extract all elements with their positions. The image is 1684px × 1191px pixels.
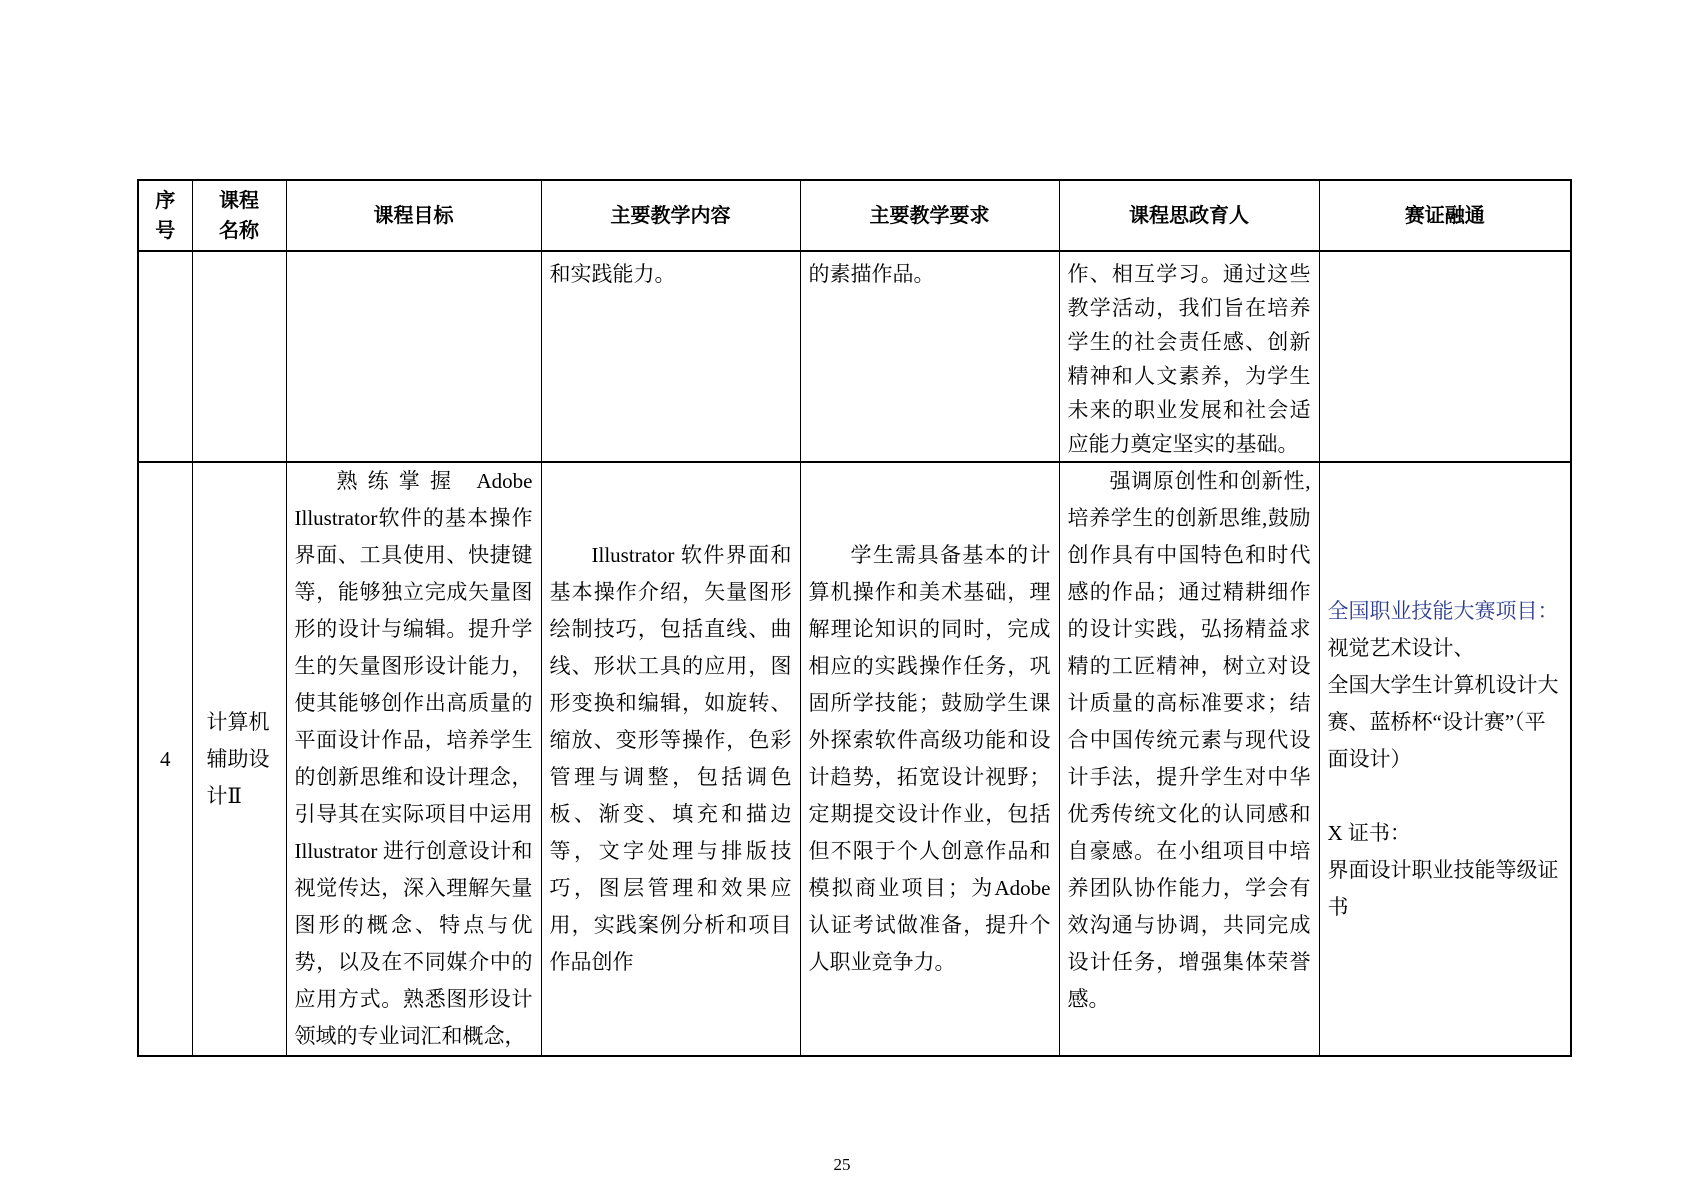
header-seq-label: 序号	[155, 189, 176, 242]
cert-title: X 证书：	[1327, 820, 1411, 845]
teaching-requirements-text: 学生需具备基本的计算机操作和美术基础，理解理论知识的同时，完成相应的实践操作任务，巩固所学技能；鼓励学生课外探索软件高级功能和设计趋势，拓宽设计视野；定期提交设计作业，包括但不限于个人创意作品和模拟商业项目；为Adobe认证考试做准备，提升个人职业竞争力。	[808, 543, 1051, 974]
header-ideology	[1059, 180, 1319, 251]
contest-item-1: 视觉艺术设计、	[1327, 635, 1475, 660]
header-teaching-content-label: 主要教学内容	[610, 204, 731, 227]
cell-competition	[1319, 462, 1571, 1056]
cell-objectives-empty	[286, 251, 541, 462]
cert-item: 界面设计职业技能等级证书	[1327, 857, 1559, 919]
teaching-content-text: 和实践能力。	[549, 262, 676, 286]
objectives-text: 熟练掌握 Adobe Illustrator软件的基本操作界面、工具使用、快捷键等，能够独立完成矢量图形的设计与编辑。提升学生的矢量图形设计能力，使其能够创作出高质量的平面设计作品，培养学生的创新思维和设计理念，引导其在实际项目中运用 Illustrator 进行创意设计和视觉传达，深入理解矢量图形的概念、特点与优势，以及在不同媒介中的应用方式。熟悉图形设计领域的专业词汇和概念，	[294, 469, 533, 1048]
cell-ideology	[1059, 251, 1319, 462]
header-objectives-label: 课程目标	[373, 204, 454, 227]
page-number: 25	[833, 1155, 851, 1174]
header-competition-cert-label: 赛证融通	[1404, 204, 1485, 227]
cell-objectives	[286, 462, 541, 1056]
course-name-text: 计算机辅助设计Ⅱ	[206, 709, 270, 808]
cell-course-name-empty	[192, 251, 286, 462]
teaching-content-text: Illustrator 软件界面和基本操作介绍，矢量图形绘制技巧，包括直线、曲线、形状工具的应用，图形变换和编辑，如旋转、缩放、变形等操作，色彩管理与调整，包括调色板、渐变、填充和描边等，文字处理与排版技巧，图层管理和效果应用，实践案例分析和项目作品创作	[549, 543, 792, 974]
ideology-text: 作、相互学习。通过这些教学活动，我们旨在培养学生的社会责任感、创新精神和人文素养，为学生未来的职业发展和社会适应能力奠定坚实的基础。	[1067, 262, 1311, 456]
header-objectives	[286, 180, 541, 251]
cell-teaching-requirements	[800, 251, 1059, 462]
header-teaching-requirements	[800, 180, 1059, 251]
teaching-requirements-text: 的素描作品。	[808, 262, 935, 286]
header-seq	[138, 180, 192, 251]
header-ideology-label: 课程思政育人	[1129, 204, 1249, 227]
header-teaching-requirements-label: 主要教学要求	[869, 204, 990, 227]
table-header-row	[138, 180, 1571, 251]
cell-competition-empty	[1319, 251, 1571, 462]
cell-teaching-requirements	[800, 462, 1059, 1056]
ideology-text: 强调原创性和创新性,培养学生的创新思维,鼓励创作具有中国特色和时代感的作品；通过精耕细作的设计实践，弘扬精益求精的工匠精神，树立对设计质量的高标准要求；结合中国传统元素与现代设计手法，提升学生对中华优秀传统文化的认同感和自豪感。在小组项目中培养团队协作能力，学会有效沟通与协调，共同完成设计任务，增强集体荣誉感。	[1067, 469, 1311, 1011]
competition-cert-block	[1328, 593, 1563, 926]
cell-ideology	[1059, 462, 1319, 1056]
contest-title-link[interactable]: 全国职业技能大赛项目：	[1327, 598, 1559, 623]
cell-seq: 4	[138, 462, 192, 1056]
course-table	[137, 179, 1572, 1057]
table-row-continuation	[138, 251, 1571, 462]
cell-teaching-content	[541, 251, 800, 462]
cell-teaching-content	[541, 462, 800, 1056]
cell-seq-empty	[138, 251, 192, 462]
contest-item-2: 全国大学生计算机设计大赛、蓝桥杯“设计赛”（平面设计）	[1327, 672, 1559, 771]
cell-course-name	[192, 462, 286, 1056]
header-course-name	[192, 180, 286, 251]
blank-line	[1328, 778, 1563, 815]
header-course-name-label: 课程名称	[219, 189, 259, 242]
header-teaching-content	[541, 180, 800, 251]
header-competition-cert	[1319, 180, 1571, 251]
table-row-4	[138, 462, 1571, 1056]
